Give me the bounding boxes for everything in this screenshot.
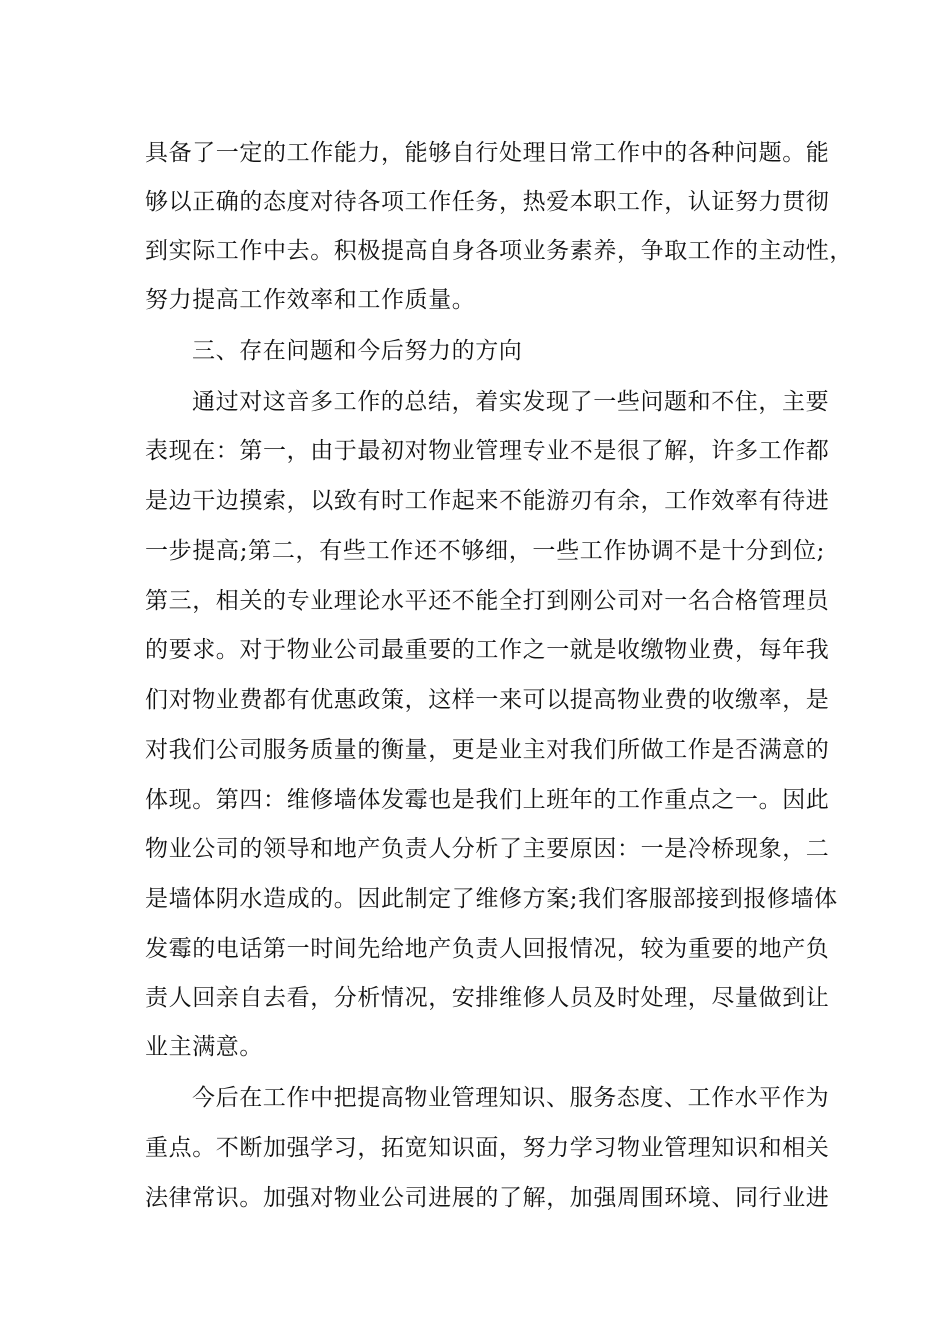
text-line: 物业公司的领导和地产负责人分析了主要原因：一是冷桥现象，二: [145, 836, 830, 862]
text-line: 第三，相关的专业理论水平还不能全打到刚公司对一名合格管理员: [145, 588, 830, 614]
text-line: 重点。不断加强学习，拓宽知识面，努力学习物业管理知识和相关: [145, 1135, 830, 1161]
section-heading: 三、存在问题和今后努力的方向: [192, 338, 523, 364]
text-line: 业主满意。: [145, 1034, 263, 1060]
text-line: 责人回亲自去看，分析情况，安排维修人员及时处理，尽量做到让: [145, 985, 830, 1011]
text-line: 够以正确的态度对待各项工作任务，热爱本职工作，认证努力贯彻: [145, 189, 830, 215]
text-line: 一步提高;第二，有些工作还不够细，一些工作协调不是十分到位;: [145, 538, 825, 564]
text-line: 体现。第四：维修墙体发霉也是我们上班年的工作重点之一。因此: [145, 787, 830, 813]
text-line: 具备了一定的工作能力，能够自行处理日常工作中的各种问题。能: [145, 140, 830, 166]
text-line: 努力提高工作效率和工作质量。: [145, 287, 476, 313]
text-line: 表现在：第一，由于最初对物业管理专业不是很了解，许多工作都: [145, 438, 830, 464]
text-line: 对我们公司服务质量的衡量，更是业主对我们所做工作是否满意的: [145, 737, 830, 763]
text-line: 发霉的电话第一时间先给地产负责人回报情况，较为重要的地产负: [145, 936, 830, 962]
text-line: 的要求。对于物业公司最重要的工作之一就是收缴物业费，每年我: [145, 637, 830, 663]
text-line: 今后在工作中把提高物业管理知识、服务态度、工作水平作为: [192, 1085, 830, 1111]
text-line: 是墙体阴水造成的。因此制定了维修方案;我们客服部接到报修墙体: [145, 886, 838, 912]
text-line: 通过对这音多工作的总结，着实发现了一些问题和不住，主要: [192, 389, 830, 415]
text-line: 们对物业费都有优惠政策，这样一来可以提高物业费的收缴率，是: [145, 687, 830, 713]
text-line: 法律常识。加强对物业公司进展的了解，加强周围环境、同行业进: [145, 1185, 830, 1211]
text-line: 到实际工作中去。积极提高自身各项业务素养，争取工作的主动性，: [145, 238, 853, 264]
text-line: 是边干边摸索，以致有时工作起来不能游刃有余，工作效率有待进: [145, 488, 830, 514]
